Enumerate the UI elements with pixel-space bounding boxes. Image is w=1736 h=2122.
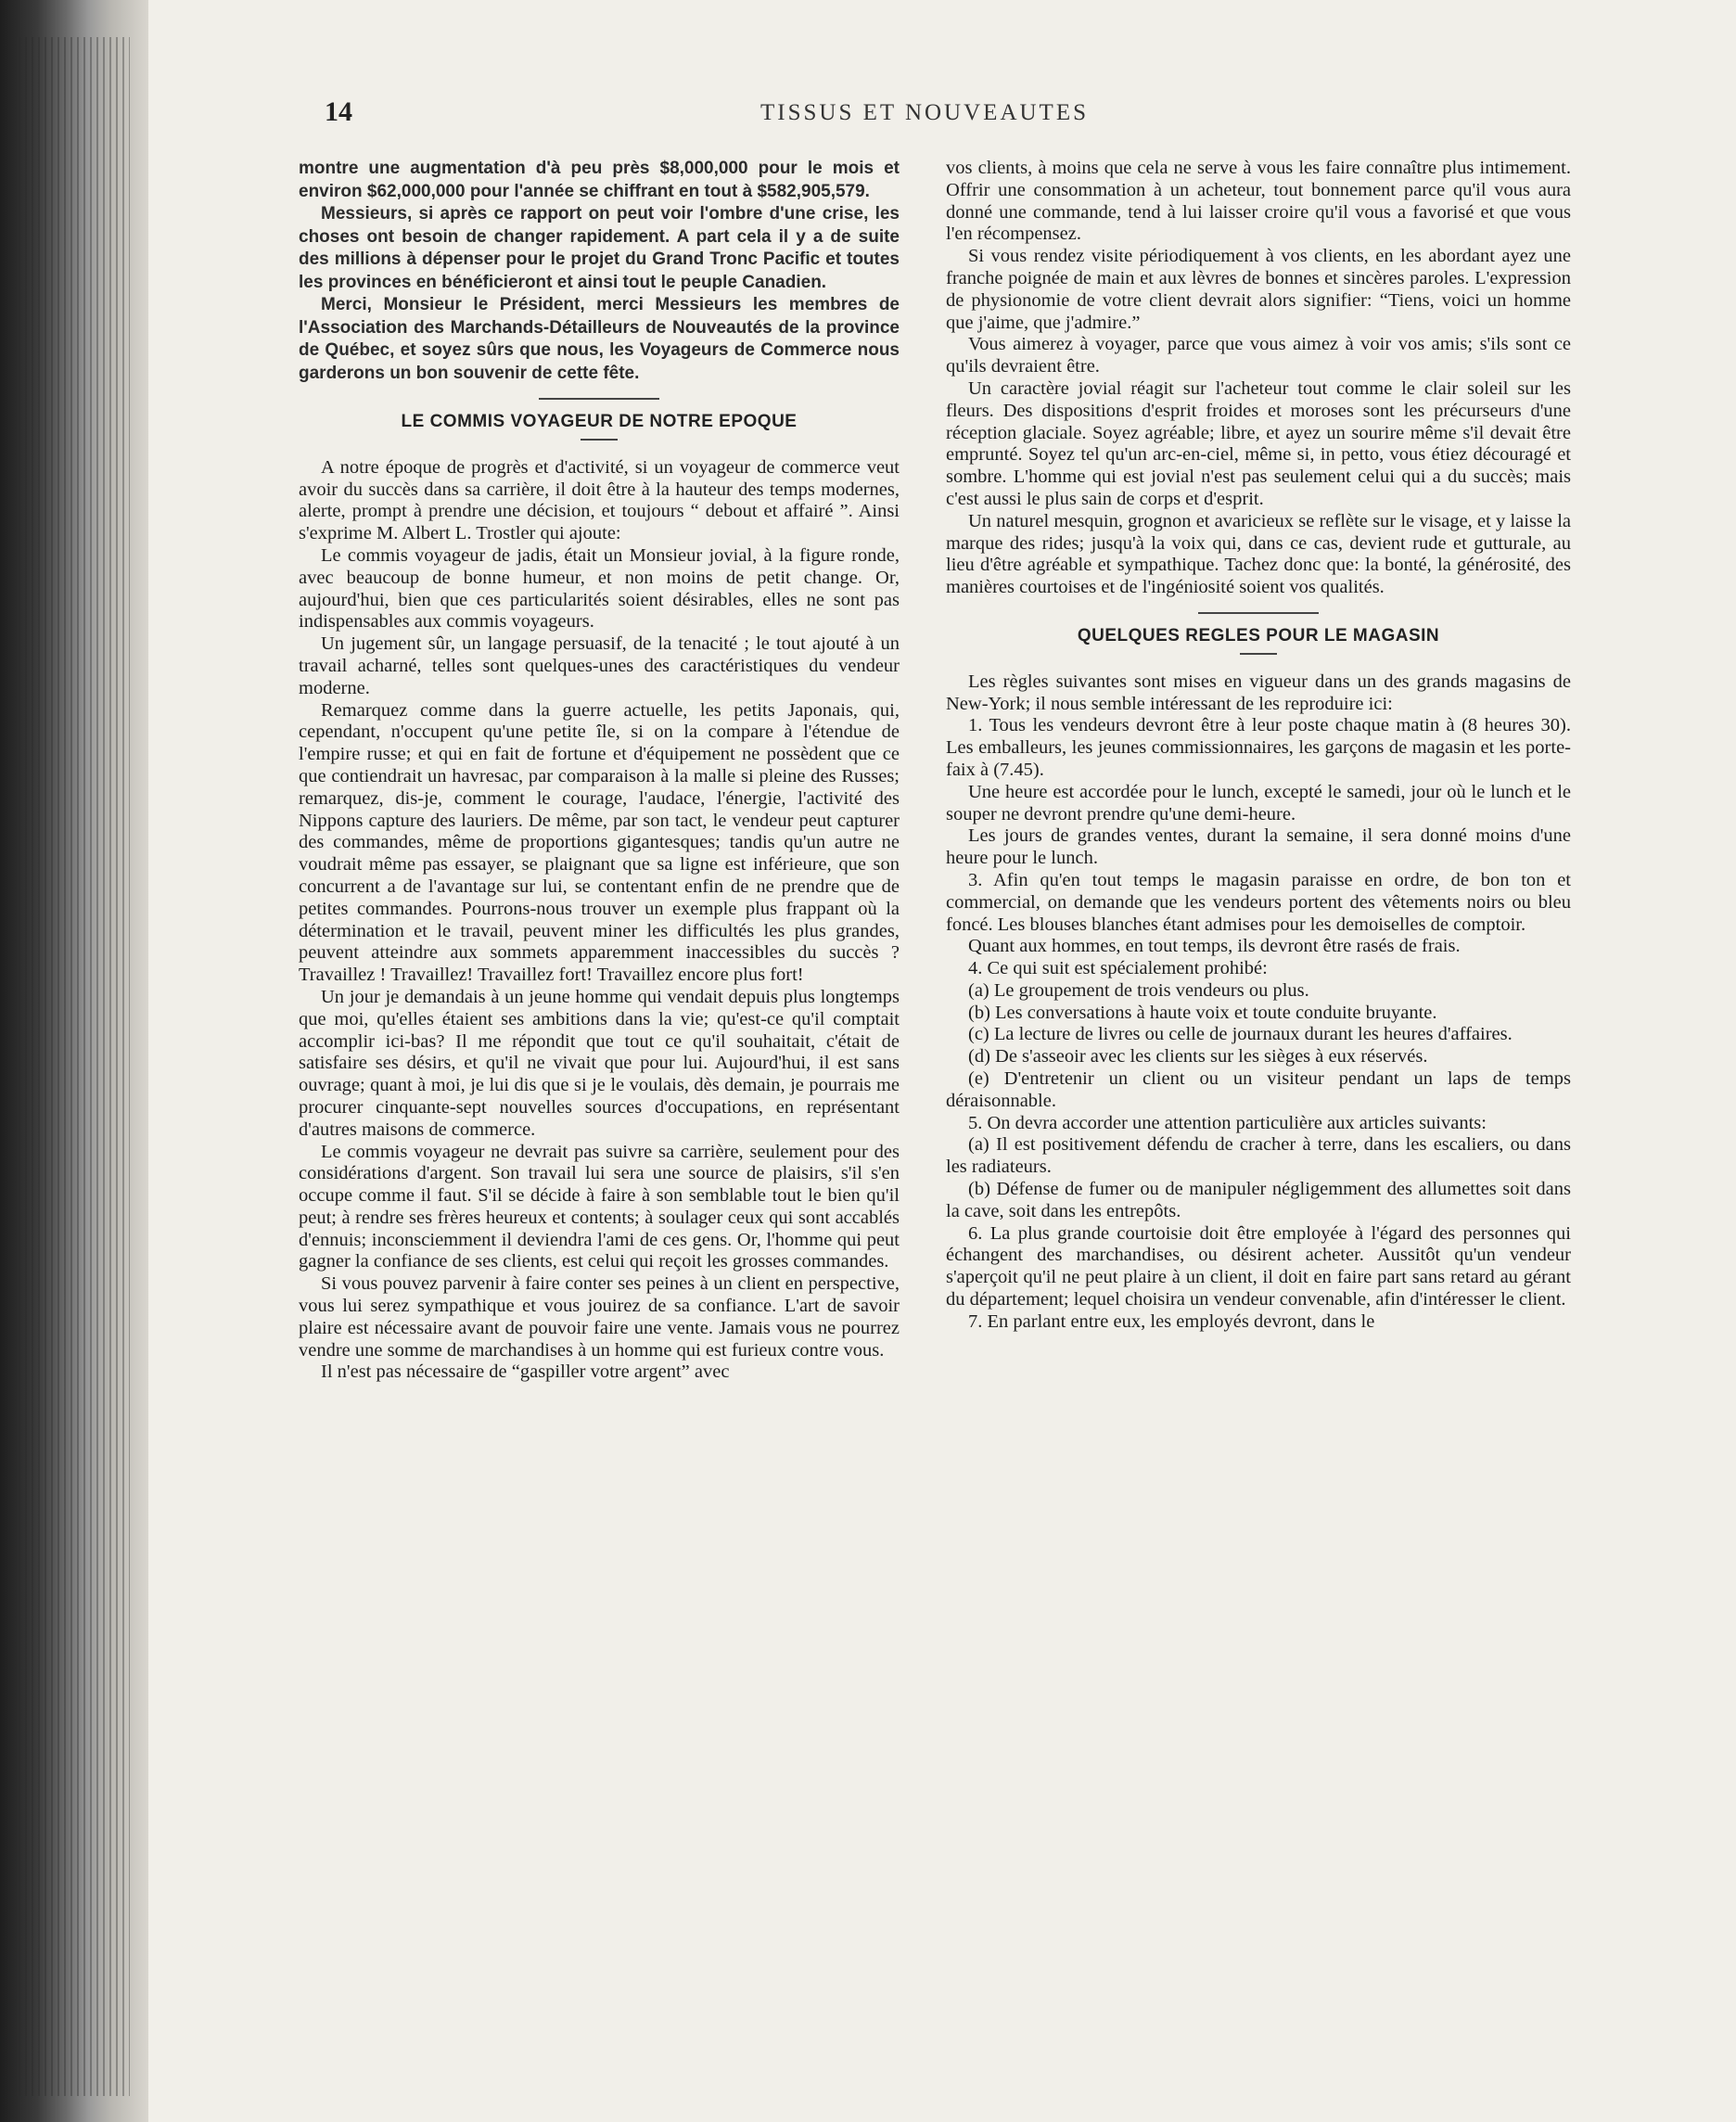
paragraph: Les jours de grandes ventes, durant la semaine, il sera donné moins d'une heure pour le lunch. [946, 825, 1571, 869]
paragraph: (d) De s'asseoir avec les clients sur les sièges à eux réservés. [968, 1046, 1428, 1067]
paragraph: Un naturel mesquin, grognon et avaricieux se reflète sur le visage, et y laisse la marque des rides; jusqu'à la voix qui, dans ce cas, devient rude et gutturale, au lieu d'être agréable et sympathique. Tachez donc que: la bonté, la générosité, des manières courtoises et de l'ingéniosité soient vos qualités. [946, 510, 1571, 598]
paragraph: (e) D'entretenir un client ou un visiteur pendant un laps de temps déraisonnable. [946, 1068, 1571, 1111]
paragraph: 6. La plus grande courtoisie doit être employée à l'égard des personnes qui échangent des marchandises, ou désirent acheter. Aussitôt qu'un vendeur s'aperçoit qu'il ne peut plaire à un client, il doit en faire part sans retard au gérant du département; lequel choisira un vendeur convenable, afin d'intéresser le client. [946, 1222, 1571, 1310]
paragraph: 1. Tous les vendeurs devront être à leur poste chaque matin à (8 heures 30). Les emballeurs, les jeunes commissionnaires, les garçons de magasin et les porte-faix à (7.45). [946, 715, 1571, 780]
paragraph: Un jugement sûr, un langage persuasif, de la tenacité ; le tout ajouté à un travail acharné, telles sont quelques-unes des caractéristiques du vendeur moderne. [299, 633, 900, 698]
paragraph: 4. Ce qui suit est spécialement prohibé: [968, 958, 1268, 979]
paragraph: Messieurs, si après ce rapport on peut voir l'ombre d'une crise, les choses ont besoin de changer rapidement. A part cela il y a de suite des millions à dépenser pour le projet du Grand Tronc Pacific et toutes les provinces en bénéficieront et ainsi tout le peuple Canadien. [299, 204, 900, 292]
paragraph: Si vous pouvez parvenir à faire conter ses peines à un client en perspective, vous lui serez sympathique et vous jouirez de sa confiance. L'art de savoir plaire est nécessaire avant de pouvoir faire une vente. Jamais vous ne pourrez vendre une somme de marchandises à un homme qui est furieux contre vous. [299, 1273, 900, 1361]
page-edges [19, 37, 130, 2096]
paragraph: 5. On devra accorder une attention particulière aux articles suivants: [968, 1112, 1487, 1133]
left-column [299, 158, 900, 1384]
book-binding [0, 0, 148, 2122]
article-title: QUELQUES REGLES POUR LE MAGASIN [1077, 625, 1440, 646]
paragraph: Vous aimerez à voyager, parce que vous aimez à voir vos amis; s'ils sont ce qu'ils devraient être. [946, 334, 1571, 377]
paragraph: Un caractère jovial réagit sur l'acheteur tout comme le clair soleil sur les fleurs. Des dispositions d'esprit froides et moroses sont les précurseurs d'une réception glaciale. Soyez agréable; libre, et ayez un sourire même s'il devait être emprunté. Soyez tel qu'un arc-en-ciel, même si, in petto, vous étiez découragé et sombre. L'homme qui est jovial n'est pas seulement celui qui a du succès; mais c'est aussi le plus sain de corps et d'esprit. [946, 377, 1571, 509]
paragraph: (c) La lecture de livres ou celle de journaux durant les heures d'affaires. [968, 1024, 1513, 1045]
title-underline [581, 439, 618, 441]
paragraph: 3. Afin qu'en tout temps le magasin paraisse en ordre, de bon ton et commercial, on demande que les vendeurs portent des vêtements noirs ou bleu foncé. Les blouses blanches étant admises pour les demoiselles de comptoir. [946, 869, 1571, 935]
paragraph: Les règles suivantes sont mises en vigueur dans un des grands magasins de New-York; il nous semble intéressant de les reproduire ici: [946, 671, 1571, 714]
paragraph: (a) Il est positivement défendu de cracher à terre, dans les escaliers, ou dans les radiateurs. [946, 1134, 1571, 1178]
paragraph: (a) Le groupement de trois vendeurs ou plus. [968, 979, 1309, 1001]
paragraph: Il n'est pas nécessaire de “gaspiller votre argent” avec [321, 1361, 730, 1383]
section-divider [539, 398, 659, 400]
section-divider [1198, 612, 1319, 614]
paragraph: Le commis voyageur de jadis, était un Monsieur jovial, à la figure ronde, avec beaucoup de bonne humeur, et non moins de petit change. Or, aujourd'hui, bien que ces particularités soient désirables, elles ne sont pas indispensables aux commis voyageurs. [299, 544, 900, 633]
paragraph: Remarquez comme dans la guerre actuelle, les petits Japonais, qui, cependant, n'occupent qu'une petite île, si on la compare à l'étendue de l'empire russe; et qui en fait de fortune et d'équipement ne possèdent que ce que contiendrait un havresac, par comparaison à la malle si pleine des Russes; remarquez, dis-je, comment le courage, l'audace, l'énergie, l'activité des Nippons capture des lauriers. De même, par son tact, le vendeur peut capturer des commandes, même de proportions gigantesques; tandis qu'un autre ne voudrait même pas essayer, se plaignant que sa ligne est inférieure, que son concurrent a de l'avantage sur lui, se contentant enfin de ne prendre que de petites commandes. Pourrons-nous trouver un exemple plus frappant où la détermination et le travail, peuvent miner les difficultés les plus grandes, peuvent atteindre aux sommets apparemment inaccessibles du succès ? Travaillez ! Travaillez! Travaillez fort! Travaillez encore plus fort! [299, 699, 900, 986]
paragraph: Si vous rendez visite périodiquement à vos clients, en les abordant ayez une franche poignée de main et aux lèvres de bonnes et sincères paroles. L'expression de physionomie de votre client devrait alors signifier: “Tiens, voici un homme que j'aime, que j'admire.” [946, 246, 1571, 333]
paragraph: Quant aux hommes, en tout temps, ils devront être rasés de frais. [968, 936, 1461, 957]
intro-section [299, 158, 900, 385]
paragraph: Le commis voyageur ne devrait pas suivre sa carrière, seulement pour des considérations d'argent. Son travail lui sera une source de plaisirs, s'il s'en occupe comme il faut. S'il se décide à faire à son semblable tout le bien qu'il peut; à rendre ses frères heureux et contents; à soulager ceux qui sont accablés d'ennuis; inconsciemment il deviendra l'ami de ces gens. Or, l'homme qui peut gagner la confiance de ses clients, est celui qui reçoit les grosses commandes. [299, 1141, 900, 1272]
paragraph: A notre époque de progrès et d'activité, si un voyageur de commerce veut avoir du succès dans sa carrière, il doit être à la hauteur des temps modernes, alerte, prompt à prendre une décision, et toujours “ debout et affairé ”. Ainsi s'exprime M. Albert L. Trostler qui ajoute: [299, 456, 900, 544]
paragraph: Une heure est accordée pour le lunch, excepté le samedi, jour où le lunch et le souper ne devront prendre qu'une demi-heure. [946, 781, 1571, 825]
page-number: 14 [325, 96, 352, 127]
right-column [946, 158, 1571, 1334]
paragraph: Un jour je demandais à un jeune homme qui vendait depuis plus longtemps que moi, qu'elles étaient ses ambitions dans la vie; qu'est-ce qu'il comptait accomplir ici-bas? Il me répondit que tout ce qu'il souhaitait, c'était de satisfaire ses désirs, et qu'il ne vivait que pour lui. Aujourd'hui, il est sans ouvrage; quant à moi, je lui dis que si je le voulais, dès demain, je pourrais me procurer cinquante-sept nouvelles sources d'occupations, en représentant d'autres maisons de commerce. [299, 986, 900, 1140]
paragraph: montre une augmentation d'à peu près $8,000,000 pour le mois et environ $62,000,000 pour l'année se chiffrant en tout à $582,905,579. [299, 159, 900, 201]
paragraph: 7. En parlant entre eux, les employés devront, dans le [968, 1310, 1375, 1332]
paragraph: (b) Les conversations à haute voix et toute conduite bruyante. [968, 1002, 1437, 1023]
paragraph: vos clients, à moins que cela ne serve à vous les faire connaître plus intimement. Offrir une consommation à un acheteur, tout bonnement parce qu'il vous aura donné une commande, tend à lui laisser croire qu'il vous a favorisé et que vous l'en récompensez. [946, 158, 1571, 245]
running-head [325, 96, 1595, 134]
paragraph: (b) Défense de fumer ou de manipuler négligemment des allumettes soit dans la cave, soit dans les entrepôts. [946, 1179, 1571, 1221]
running-title: TISSUS ET NOUVEAUTES [760, 100, 1089, 125]
paragraph: Merci, Monsieur le Président, merci Messieurs les membres de l'Association des Marchands-Détailleurs de Nouveautés de la province de Québec, et soyez sûrs que nous, les Voyageurs de Commerce nous garderons un bon souvenir de cette fête. [299, 295, 900, 383]
article-title: LE COMMIS VOYAGEUR DE NOTRE EPOQUE [401, 412, 798, 431]
title-underline [1240, 653, 1277, 655]
